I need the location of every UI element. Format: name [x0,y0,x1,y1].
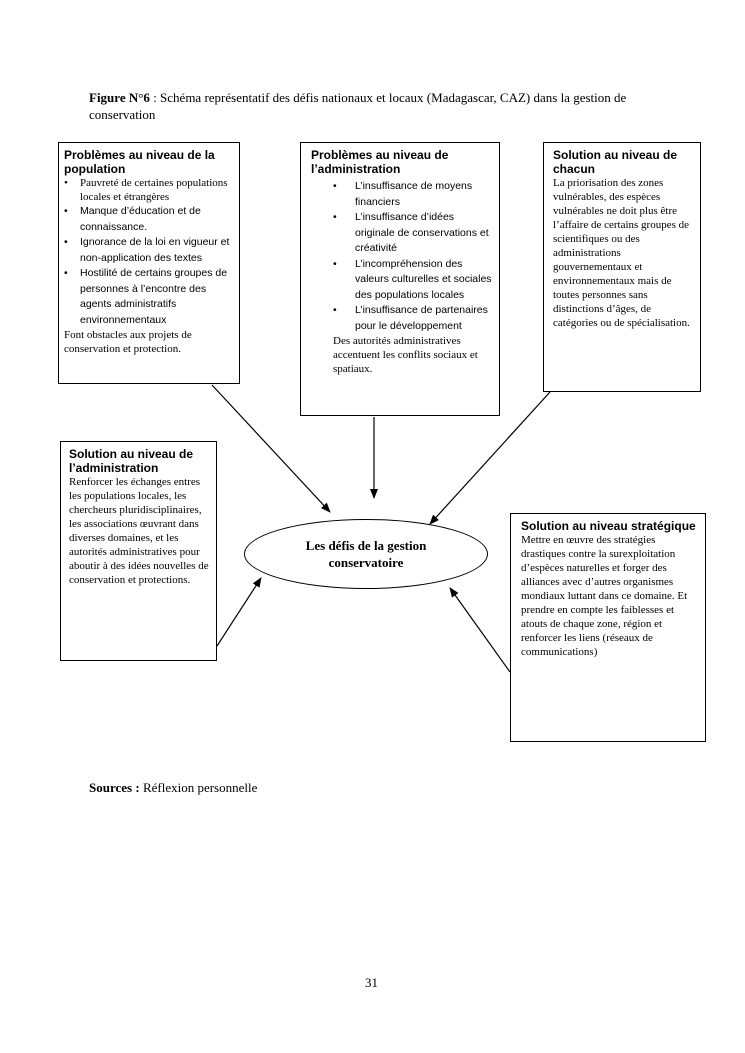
sources-line [89,780,257,796]
arrow-admin-solution-to-center [217,578,261,646]
arrow-strategic-to-center [450,588,510,672]
box-title: Solution au niveau de chacun [553,148,678,176]
figure-label: Figure N°6 [89,90,150,105]
box-footer: Font obstacles aux projets de conservation et protection. [64,329,192,355]
box-title: Solution au niveau stratégique [521,519,696,533]
list-item: • L’insuffisance d’idées originale de conservations et créativité [333,210,495,257]
list-item: • L’insuffisance de partenaires pour le développement [333,303,495,334]
box-title: Problèmes au niveau de l’administration [311,148,449,176]
page-number: 31 [365,975,378,990]
box-title: Solution au niveau de l’administration [69,447,194,475]
figure-caption-text: : Schéma représentatif des défis nationaux et locaux (Madagascar, CAZ) dans la gestion de conservation [89,90,627,122]
box-text: La priorisation des zones vulnérables, des espèces vulnérables ne doit plus être l’affaire de certains groupes de scientifiques ou des administrations gouvernementaux et environnementaux mais de toutes personnes sans distinctions d’âges, de catégories ou de spécialisation. [553,177,690,329]
box-title: Problèmes au niveau de la population [64,148,215,176]
list-item: • Ignorance de la loi en vigueur et non-application des textes [64,235,235,266]
box-text: Renforcer les échanges entres les populations locales, les chercheurs pluridisciplinaires, les associations œuvrant dans diverses domaines, et les autorités administratives pour aboutir à des idées nouvelles de conservation et protections. [69,476,209,586]
list-item: • Pauvreté de certaines populations locales et étrangères [64,176,235,204]
list-item: • Manque d’éducation et de connaissance. [64,204,235,235]
list-item: • L’incompréhension des valeurs culturelles et sociales des populations locales [333,257,495,304]
box-footer: Des autorités administratives accentuent les conflits sociaux et spatiaux. [333,335,478,375]
list-item: • L’insuffisance de moyens financiers [333,179,495,210]
box-text: Mettre en œuvre des stratégies drastiques contre la surexploitation d’espèces naturelles et forger des alliances avec d’autres organismes mondiaux luttant dans ce domaine. Et prendre en compte les faiblesses et atouts de chaque zone, région et renforcer les liens (réseaux de communications) [521,534,688,658]
list-item: • Hostilité de certains groupes de personnes à l’encontre des agents administratifs environnementaux [64,266,235,328]
arrow-chacun-to-center [430,392,550,524]
arrow-population-to-center [212,385,330,512]
sources-text: Réflexion personnelle [139,780,258,795]
center-text: Les défis de la gestion conservatoire [305,538,427,570]
sources-label: Sources : [89,780,140,795]
